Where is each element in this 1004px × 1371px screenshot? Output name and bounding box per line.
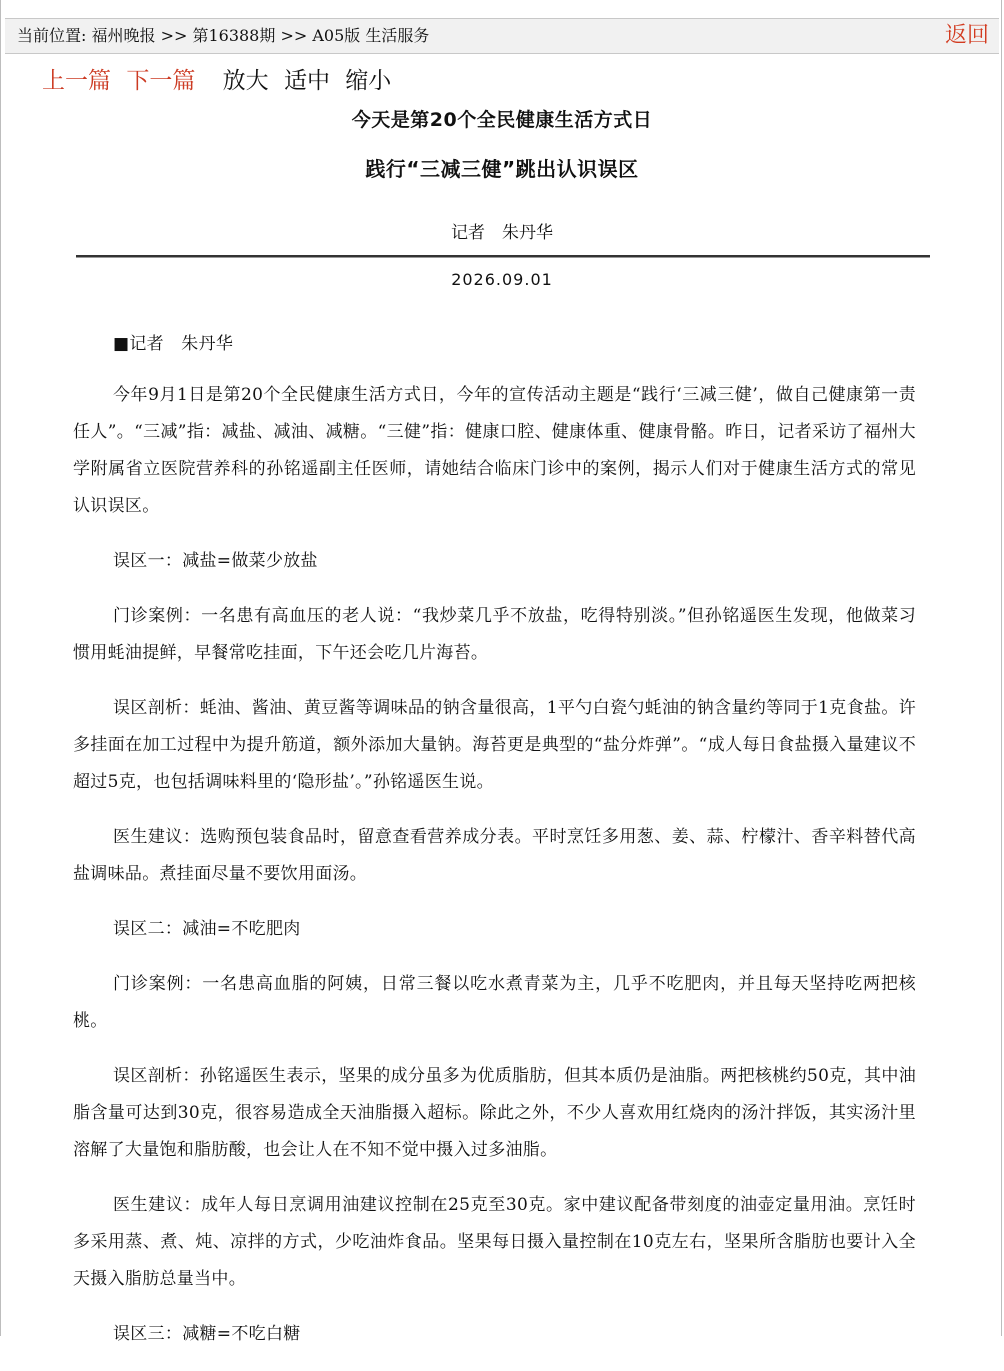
article-subheading: 误区三：减糖=不吃白糖 xyxy=(113,1324,301,1344)
article-subheading: 误区一：减盐=做菜少放盐 xyxy=(113,551,318,571)
article-title-line2: 践行“三减三健”跳出认识误区 xyxy=(365,157,639,181)
article-date: 2026.09.01 xyxy=(451,270,553,289)
article-byline: 记者 朱丹华 xyxy=(451,223,553,243)
article-subheading: 误区二：减油=不吃肥肉 xyxy=(113,919,301,939)
article-title-line1: 今天是第20个全民健康生活方式日 xyxy=(351,109,653,131)
article-paragraph: ■记者 朱丹华 xyxy=(113,334,234,354)
title-divider xyxy=(76,255,930,258)
prev-article-link[interactable]: 上一篇 xyxy=(42,68,111,94)
zoom-fit-link[interactable]: 适中 xyxy=(283,68,330,94)
article-paragraph: 门诊案例：一名患高血脂的阿姨，日常三餐以吃水煮青菜为主，几乎不吃肥肉，并且每天坚持吃两把核桃。 xyxy=(73,974,916,1031)
article-paragraph: 误区剖析：蚝油、酱油、黄豆酱等调味品的钠含量很高，1平勺白瓷勺蚝油的钠含量约等同于1克食盐。许多挂面在加工过程中为提升筋道，额外添加大量钠。海苔更是典型的“盐分炸弹”。“成人每日食盐摄入量建议不超过5克，也包括调味料里的‘隐形盐’。”孙铭遥医生说。 xyxy=(73,698,916,792)
breadcrumb: 当前位置: 福州晚报 >> 第16388期 >> A05版 生活服务 xyxy=(17,26,430,45)
article-paragraph: 门诊案例：一名患有高血压的老人说：“我炒菜几乎不放盐，吃得特别淡。”但孙铭遥医生发现，他做菜习惯用蚝油提鲜，早餐常吃挂面，下午还会吃几片海苔。 xyxy=(73,606,916,663)
article-paragraph: 今年9月1日是第20个全民健康生活方式日，今年的宣传活动主题是“践行‘三减三健’，做自己健康第一责任人”。“三减”指：减盐、减油、减糖。“三健”指：健康口腔、健康体重、健康骨骼。昨日，记者采访了福州大学附属省立医院营养科的孙铭遥副主任医师，请她结合临床门诊中的案例，揭示人们对于健康生活方式的常见认识误区。 xyxy=(73,385,916,516)
article-paragraph: 医生建议：选购预包装食品时，留意查看营养成分表。平时烹饪多用葱、姜、蒜、柠檬汁、香辛料替代高盐调味品。煮挂面尽量不要饮用面汤。 xyxy=(73,827,916,884)
article-body xyxy=(73,326,916,1371)
back-link[interactable]: 返回 xyxy=(944,23,989,48)
zoom-in-link[interactable]: 放大 xyxy=(222,68,269,94)
article-nav xyxy=(42,64,391,98)
location-bar xyxy=(5,18,999,54)
next-article-link[interactable]: 下一篇 xyxy=(126,68,196,94)
zoom-out-link[interactable]: 缩小 xyxy=(345,68,392,94)
article-paragraph: 误区剖析：孙铭遥医生表示，坚果的成分虽多为优质脂肪，但其本质仍是油脂。两把核桃约50克，其中油脂含量可达到30克，很容易造成全天油脂摄入超标。除此之外，不少人喜欢用红烧肉的汤汁拌饭，其实汤汁里溶解了大量饱和脂肪酸，也会让人在不知不觉中摄入过多油脂。 xyxy=(73,1066,916,1160)
article-paragraph: 医生建议：成年人每日烹调用油建议控制在25克至30克。家中建议配备带刻度的油壶定量用油。烹饪时多采用蒸、煮、炖、凉拌的方式，少吃油炸食品。坚果每日摄入量控制在10克左右，坚果所含脂肪也要计入全天摄入脂肪总量当中。 xyxy=(73,1195,916,1289)
